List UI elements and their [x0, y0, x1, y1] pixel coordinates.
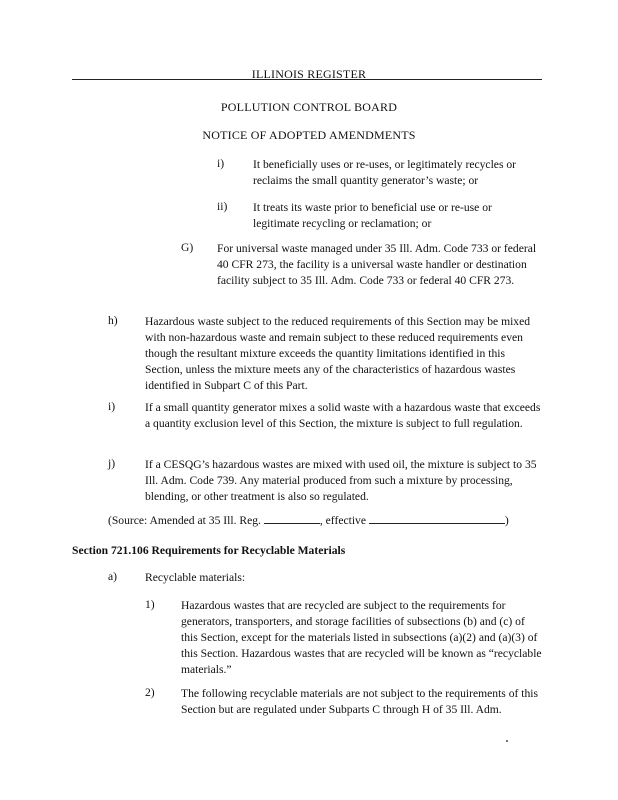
item-i-label: i) [217, 157, 225, 170]
scan-speck [506, 740, 508, 742]
board-title: POLLUTION CONTROL BOARD [220, 100, 398, 114]
item-a-label: a) [108, 570, 118, 583]
source-prefix: (Source: Amended at 35 Ill. Reg. [108, 514, 261, 527]
item-a1-text: Hazardous wastes that are recycled are subject to the requirements for generators, transporters, and storage facilities of subsections (b) and (c) of this Section, except for the materials listed in subsections (a)(2) and (a)(3) of this Section. Hazardous wastes that are recycled will be known as “recyclable materials.” [181, 599, 542, 676]
item-ii-text: It treats its waste prior to beneficial use or re-use or legitimate recycling or reclamation; or [253, 201, 492, 230]
item-a2-text: The following recyclable materials are not subject to the requirements of this Section but are regulated under Subparts C through H of 35 Ill. Adm. [181, 687, 539, 716]
item-a2-label: 2) [145, 686, 155, 699]
item-G-text: For universal waste managed under 35 Ill. Adm. Code 733 or federal 40 CFR 273, the facility is a universal waste handler or destination facility subject to 35 Ill. Adm. Code 733 or federal 40 CFR 273. [217, 242, 537, 287]
register-title: ILLINOIS REGISTER [251, 67, 367, 81]
item-i2-label: i) [108, 400, 116, 413]
item-j-text: If a CESQG’s hazardous wastes are mixed with used oil, the mixture is subject to 35 Ill. Adm. Code 739. Any material produced from such a mixture by processing, blending, or other treatment is also so regulated. [145, 458, 537, 503]
item-i-text: It beneficially uses or re-uses, or legitimately recycles or reclaims the small quantity generator’s waste; or [253, 158, 517, 187]
source-middle: , effective [319, 514, 366, 527]
item-h-label: h) [108, 314, 118, 327]
header-rule [72, 79, 542, 80]
section-heading: Section 721.106 Requirements for Recyclable Materials [72, 544, 346, 557]
item-h-text: Hazardous waste subject to the reduced requirements of this Section may be mixed with non-hazardous waste and remain subject to these reduced requirements even though the resultant mixture exceeds the quantity limitations identified in this Section, unless the mixture meets any of the characteristics of hazardous wastes identified in Subpart C of this Part. [145, 315, 531, 392]
item-a1-label: 1) [145, 598, 155, 611]
source-blank-date [369, 512, 505, 524]
notice-title: NOTICE OF ADOPTED AMENDMENTS [202, 128, 416, 142]
source-blank-reg [264, 512, 320, 524]
item-G-label: G) [181, 241, 194, 254]
source-line [108, 512, 538, 529]
item-i2-text: If a small quantity generator mixes a solid waste with a hazardous waste that exceeds a quantity exclusion level of this Section, the mixture is subject to full regulation. [145, 401, 541, 430]
item-j-label: j) [108, 457, 116, 470]
item-a-text: Recyclable materials: [145, 571, 246, 584]
source-suffix: ) [504, 514, 509, 527]
item-ii-label: ii) [217, 200, 228, 213]
